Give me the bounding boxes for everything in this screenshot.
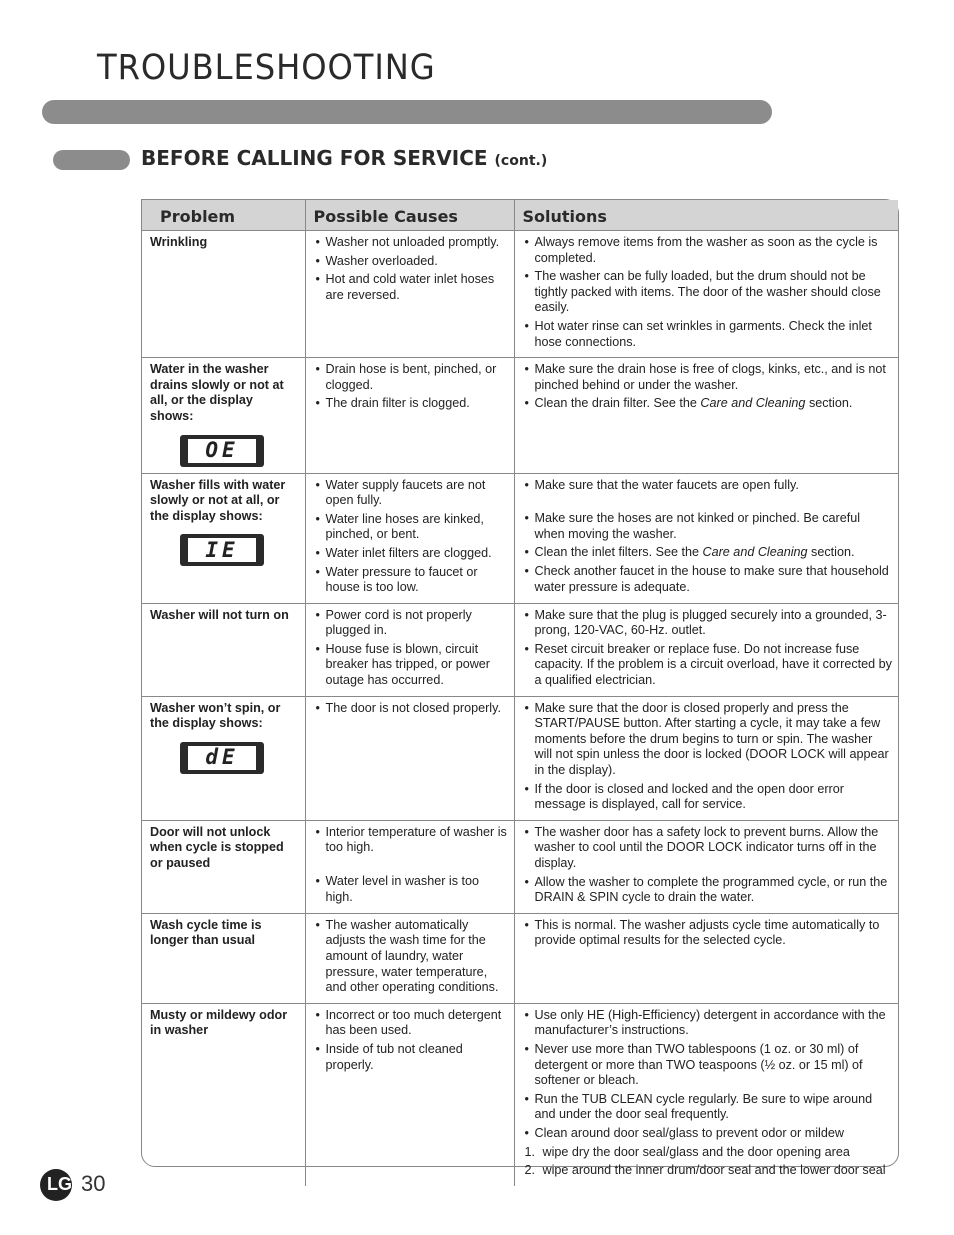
table-row [142, 231, 898, 358]
cause-item: • The washer automatically adjusts the wash time for the amount of laundry, water pressure, water temperature, and other operating conditions. [314, 918, 508, 996]
solution-item: • Clean the drain filter. See the Care and Cleaning section. [523, 396, 893, 412]
solution-item: • Check another faucet in the house to make sure that household water pressure is adequate. [523, 564, 893, 595]
solutions-cell [514, 696, 898, 820]
solution-item: • This is normal. The washer adjusts cycle time automatically to provide optimal results for the selected cycle. [523, 918, 893, 949]
causes-cell [305, 913, 514, 1003]
section-pill-decoration [53, 150, 130, 170]
cause-item: • Washer not unloaded promptly. [314, 235, 508, 251]
solution-item: • Make sure the hoses are not kinked or pinched. Be careful when moving the washer. [523, 511, 893, 542]
causes-list [314, 478, 508, 596]
solution-item: • If the door is closed and locked and the open door error message is displayed, call for service. [523, 782, 893, 813]
cause-item: • Washer overloaded. [314, 254, 508, 270]
solutions-cell [514, 1003, 898, 1185]
table-row [142, 473, 898, 603]
display-panel-icon [180, 534, 264, 566]
troubleshooting-table [141, 199, 899, 1178]
problem-cell [142, 1003, 305, 1185]
cause-item: • Water supply faucets are not open fully. [314, 478, 508, 509]
table-row [142, 358, 898, 473]
solutions-list [523, 825, 893, 906]
title-bar-decoration [42, 100, 772, 124]
solutions-list [523, 235, 893, 350]
cause-item: • Water inlet filters are clogged. [314, 546, 508, 562]
solutions-cell [514, 473, 898, 603]
problem-text: Water in the washer drains slowly or not at all, or the display shows: [150, 362, 284, 423]
solution-item: • The washer door has a safety lock to prevent burns. Allow the washer to cool until the DOOR LOCK indicator turns off in the display. [523, 825, 893, 872]
solution-item: • Never use more than TWO tablespoons (1 oz. or 30 ml) of detergent or more than TWO teaspoons (½ oz. or 15 ml) of softener or bleach. [523, 1042, 893, 1089]
solution-item: • Run the TUB CLEAN cycle regularly. Be sure to wipe around and under the door seal frequently. [523, 1092, 893, 1123]
solutions-cell [514, 603, 898, 696]
causes-cell [305, 231, 514, 358]
solution-item: • Always remove items from the washer as soon as the cycle is completed. [523, 235, 893, 266]
display-panel-icon [180, 742, 264, 774]
section-title-text: BEFORE CALLING FOR SERVICE [141, 146, 488, 170]
causes-cell [305, 1003, 514, 1185]
causes-list [314, 608, 508, 689]
cause-item: • Incorrect or too much detergent has been used. [314, 1008, 508, 1039]
solutions-list [523, 701, 893, 813]
cause-item: • Hot and cold water inlet hoses are reversed. [314, 272, 508, 303]
causes-list [314, 362, 508, 412]
display-panel-icon [180, 435, 264, 467]
solution-item: • Make sure the drain hose is free of clogs, kinks, etc., and is not pinched behind or under the washer. [523, 362, 893, 393]
solution-item: • Reset circuit breaker or replace fuse. Do not increase fuse capacity. If the problem is a circuit overload, have it corrected by a qualified electrician. [523, 642, 893, 689]
table-header-row [142, 200, 898, 231]
solutions-cell [514, 820, 898, 913]
header-problem: Problem [142, 200, 305, 231]
solution-step: 2. wipe around the inner drum/door seal and the lower door seal [523, 1163, 893, 1179]
causes-cell [305, 603, 514, 696]
solutions-list [523, 608, 893, 689]
solutions-cell [514, 358, 898, 473]
solutions-cell [514, 913, 898, 1003]
display-code: IE [188, 538, 256, 562]
cause-item: • House fuse is blown, circuit breaker has tripped, or power outage has occurred. [314, 642, 508, 689]
solution-item: • Make sure that the door is closed properly and press the START/PAUSE button. After starting a cycle, it may take a few moments before the drum begins to turn or spin. The washer will not spin unless the door is locked (DOOR LOCK will appear in the display). [523, 701, 893, 779]
problem-text: Door will not unlock when cycle is stopped or paused [150, 824, 284, 870]
header-solutions: Solutions [514, 200, 898, 231]
problem-cell [142, 231, 305, 358]
cause-item: • Power cord is not properly plugged in. [314, 608, 508, 639]
cause-item: • Interior temperature of washer is too high. [314, 825, 508, 856]
solution-step: 1. wipe dry the door seal/glass and the door opening area [523, 1145, 893, 1161]
cause-item: • Water pressure to faucet or house is too low. [314, 565, 508, 596]
problem-cell [142, 696, 305, 820]
solution-item: • Clean the inlet filters. See the Care and Cleaning section. [523, 545, 893, 561]
solution-item: • Clean around door seal/glass to prevent odor or mildew [523, 1126, 893, 1142]
solutions-list [523, 1008, 893, 1179]
table-row [142, 696, 898, 820]
solution-item: • Make sure that the plug is plugged securely into a grounded, 3-prong, 120-VAC, 60-Hz. outlet. [523, 608, 893, 639]
causes-list [314, 825, 508, 905]
causes-list [314, 701, 508, 717]
causes-cell [305, 358, 514, 473]
causes-list [314, 235, 508, 303]
table-row [142, 1003, 898, 1185]
problem-cell [142, 603, 305, 696]
table-row [142, 913, 898, 1003]
problem-text: Wash cycle time is longer than usual [150, 917, 262, 948]
display-code: dE [188, 746, 256, 770]
cause-item: • The door is not closed properly. [314, 701, 508, 717]
problem-cell [142, 358, 305, 473]
cause-item: • Inside of tub not cleaned properly. [314, 1042, 508, 1073]
problem-text: Musty or mildewy odor in washer [150, 1007, 288, 1038]
causes-list [314, 1008, 508, 1073]
solutions-list [523, 478, 893, 596]
display-code: OE [188, 439, 256, 463]
problem-cell [142, 473, 305, 603]
section-title-suffix: (cont.) [494, 153, 548, 169]
header-causes: Possible Causes [305, 200, 514, 231]
problem-text: Washer won’t spin, or the display shows: [150, 700, 281, 731]
problem-text: Wrinkling [150, 235, 208, 249]
problem-text: Washer will not turn on [150, 607, 289, 622]
causes-cell [305, 696, 514, 820]
solutions-list [523, 362, 893, 412]
solutions-list [523, 918, 893, 949]
cause-item: • The drain filter is clogged. [314, 396, 508, 412]
cause-item: • Water level in washer is too high. [314, 874, 508, 905]
causes-list [314, 918, 508, 996]
solution-item: • Hot water rinse can set wrinkles in garments. Check the inlet hose connections. [523, 319, 893, 350]
table-row [142, 820, 898, 913]
solution-item: • The washer can be fully loaded, but the drum should not be tightly packed with items. The door of the washer should close easily. [523, 269, 893, 316]
problem-text: Washer fills with water slowly or not at all, or the display shows: [150, 477, 286, 523]
solution-item: • Allow the washer to complete the programmed cycle, or run the DRAIN & SPIN cycle to drain the water. [523, 875, 893, 906]
causes-cell [305, 820, 514, 913]
page-number: 30 [81, 1171, 106, 1196]
table-row [142, 603, 898, 696]
solutions-cell [514, 231, 898, 358]
solution-item: • Make sure that the water faucets are open fully. [523, 478, 893, 494]
problem-cell [142, 820, 305, 913]
solution-item: • Use only HE (High-Efficiency) detergent in accordance with the manufacturer’s instructions. [523, 1008, 893, 1039]
causes-cell [305, 473, 514, 603]
cause-item: • Drain hose is bent, pinched, or clogged. [314, 362, 508, 393]
lg-logo-icon [40, 1169, 72, 1201]
cause-item: • Water line hoses are kinked, pinched, or bent. [314, 512, 508, 543]
section-title [141, 146, 547, 170]
logo-text: LG [47, 1174, 72, 1194]
page-title: TROUBLESHOOTING [97, 48, 436, 88]
problem-cell [142, 913, 305, 1003]
